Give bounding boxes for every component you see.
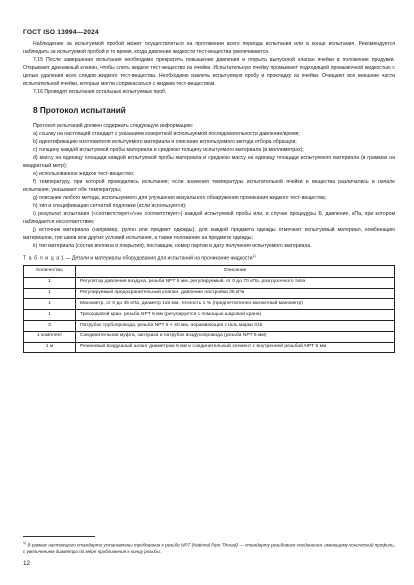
table-row — [24, 342, 395, 353]
report-item-g: g) описание любого метода, используемого для улучшения визуального обнаружения проникания жидкого тест-вещества; — [33, 195, 327, 201]
footnote-text: В рамках настоящего стандарта установлены требования к резьбе NPT (National Pipe Thread) — стандарту резьбового соединения, имеющему конический профиль, с увеличением диаметра по мере приближения к концу резьбы. — [23, 542, 395, 555]
report-item-e: e) использованное жидкое тест-вещество; — [33, 171, 135, 177]
table-caption-label: Т а б л и ц а — [23, 255, 60, 262]
footnote-mark: 1) — [23, 541, 27, 545]
table-row — [24, 299, 395, 310]
paragraph-7-16: 7.16 Проводят испытания остальных испытуемых проб. — [33, 89, 167, 95]
table-row — [24, 331, 395, 342]
row-quantity: 1 — [24, 299, 76, 310]
row-description: Манометр, от 0 до 35 кПа, диаметр 115 мм, точность 1 % (предпочтителен магнитный манометр) — [76, 299, 395, 310]
report-item-h: h) тип и спецификацию сетчатой подложки (если используется); — [33, 203, 187, 209]
report-item-a: а) ссылку на настоящий стандарт с указанием конкретной используемой последовательности давление/время; — [33, 131, 300, 137]
row-description: Патрубок трубопровода, резьба NPT 6 × 40 мм, нержавеющая сталь марки 316 — [76, 321, 395, 332]
equipment-table — [23, 265, 395, 354]
report-item-b: b) идентификацию изготовителя испытуемого материала и описание используемого метода отбора образцов; — [33, 139, 297, 145]
row-description: Регулируемый предохранительный клапан, давление настройки 35 кПа — [76, 288, 395, 299]
row-description: Резиновый воздушный шланг диаметром 6 мм и соединительный элемент с внутренней резьбой NPT 6 мм — [76, 342, 395, 353]
report-item-d: d) массу на единицу площади каждой испытуемой пробы материала и среднюю массу на единицу площади испытуемого материала (в граммах на квадратный метр); — [23, 155, 395, 169]
report-item-k: k) тип материала (состав волокна и покрытия), поставщик, номер партии и дату получения испытуемого материала. — [33, 243, 312, 249]
row-quantity: 1 м — [24, 342, 76, 353]
row-quantity: 1 комплект — [24, 331, 76, 342]
report-item-j: j) источник материала (например, рулон или предмет одежды); для каждой предмета одежды отмечают испытуемый материал, комбинацию материалов, тип швов или других условий испытания, а также положение на предмете одежды; — [23, 227, 395, 241]
table-row — [24, 277, 395, 288]
paragraph-observation: Наблюдение за испытуемой пробой может осуществляться на протяжении всего периода испытания или в конце испытания. Рекомендуется наблюдать за испытуемой пробой в то время, когда давление жидкости тест-вещества увеличивается. — [23, 41, 395, 55]
section-title: 8 Протокол испытаний — [33, 106, 126, 115]
row-quantity: 3 — [24, 321, 76, 332]
header-quantity: Количество — [24, 265, 76, 277]
row-quantity: 1 — [24, 310, 76, 321]
report-item-f: f) температуру, при которой проводились испытания; если значения температуры испытательной ячейки и вещества различались в начале испытания, указывают обе температуры; — [23, 179, 395, 193]
table-row — [24, 288, 395, 299]
table-caption-text: 1 — Детали и материалы оборудования для испытаний на проникание жидкости — [61, 255, 253, 262]
footnote — [23, 540, 395, 556]
running-header: ГОСТ ISO 13994—2024 — [23, 29, 99, 36]
header-description: Описание — [76, 265, 395, 277]
row-description: Трехходовой кран, резьба NPT 6 мм (регулируется с помощью шаровой крана) — [76, 310, 395, 321]
row-quantity: 1 — [24, 288, 76, 299]
page-body — [23, 40, 395, 353]
table-row — [24, 310, 395, 321]
row-description: Регулятор давления воздуха, резьба NPT 6 мм, регулируемый, от 0 до 70 кПа, разгрузочного типа — [76, 277, 395, 288]
row-description: Соединительная муфта, заглушка и патрубок воздухопровода (резьба NPT 6 мм) — [76, 331, 395, 342]
table-caption — [23, 253, 395, 263]
table-row — [24, 321, 395, 332]
row-quantity: 1 — [24, 277, 76, 288]
paragraph-7-15: 7.15 После завершения испытания необходимо прекратить повышение давления и открыть выпускной клапан ячейки в положение продувки. Открывают дренажный клапан, чтобы слить жидкое тест-вещество из ячейки. Испытательную ячейку промывают подходящей промывочной жидкостью с целью удаления всех следов жидкого тест-вещества. Необходимо извлечь испытуемую пробу и прокладку из ячейки. Очищают все внешние части испытательной ячейки, которые могли соприкасаться с жидким тест-веществом. — [23, 57, 395, 87]
table-header-row — [24, 265, 395, 277]
footnote-divider — [23, 536, 95, 537]
report-intro: Протокол испытаний должен содержать следующую информацию: — [33, 123, 194, 129]
report-item-i: i) результат испытания («соответствует»/«не соответствует») каждой испытуемой пробы или, в случае процедуры Б, давление, кПа, при котором наблюдается несоответствие; — [23, 211, 395, 225]
report-item-c: c) толщину каждой испытуемой пробы материала и среднюю толщину испытуемого материала (в миллиметрах); — [33, 147, 304, 153]
table-caption-footnote-mark: 1) — [252, 254, 256, 258]
page-number: 12 — [23, 560, 31, 567]
